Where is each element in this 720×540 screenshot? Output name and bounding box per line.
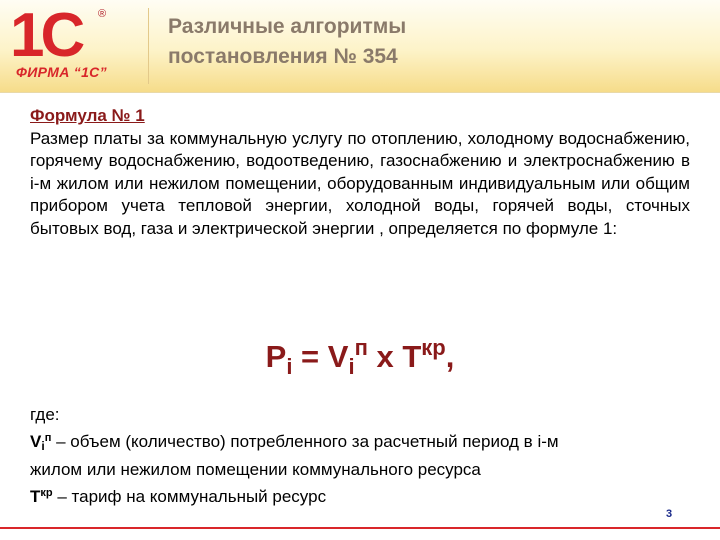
slide-title — [168, 12, 688, 72]
formula-v-superscript: п — [354, 335, 368, 360]
company-logo — [6, 1, 142, 86]
formula-p: P — [265, 339, 287, 374]
legend-t-superscript: кр — [40, 486, 53, 499]
page-number: 3 — [666, 508, 673, 520]
formula-comma: , — [445, 339, 455, 374]
legend-v-text-1: – объем (количество) потребленного за расчетный период в i-м — [51, 431, 559, 451]
slide-header — [0, 0, 720, 92]
formula-p-subscript: i — [286, 354, 293, 379]
logo-mark: 1С — [10, 1, 82, 70]
formula — [0, 335, 720, 380]
formula-v: V — [327, 339, 349, 374]
formula-legend — [30, 403, 690, 508]
formula-heading: Формула № 1 — [30, 106, 145, 125]
logo-company-name: ФИРМА “1С” — [16, 64, 107, 80]
body-paragraph: Размер платы за коммунальную услугу по отоплению, холодному водоснабжению, горячему водоснабжению, водоотведению, газоснабжению и электроснабжению в i-м жилом или нежилом помещении, оборудованным индивидуальным или общим прибором учета тепловой энергии, холодной воды, горячей воды, сточных бытовых вод, газа и электрической энергии , определяется по формуле 1: — [30, 128, 690, 238]
legend-where: где: — [30, 405, 60, 424]
legend-v-line-1 — [30, 427, 690, 459]
formula-equals: = — [292, 339, 328, 374]
formula-times: x — [367, 339, 403, 374]
formula-v-subscript: i — [348, 354, 355, 379]
legend-t-text: – тариф на коммунальный ресурс — [52, 486, 327, 506]
slide-title-line-2: постановления № 354 — [168, 45, 398, 68]
legend-t-line — [30, 482, 690, 509]
legend-v-symbol: V — [30, 431, 42, 451]
formula-t-superscript: кр — [421, 335, 446, 360]
legend-v-subscript: i — [41, 438, 45, 453]
footer-line — [0, 527, 720, 529]
slide-title-line-1: Различные алгоритмы — [168, 15, 407, 38]
header-bottom-line — [0, 92, 720, 93]
registered-mark: ® — [98, 8, 107, 20]
slide-body — [30, 105, 690, 240]
legend-t-symbol: T — [30, 486, 41, 506]
header-divider — [148, 8, 149, 84]
legend-v-line-2: жилом или нежилом помещении коммунального ресурса — [30, 460, 481, 479]
legend-v-superscript: п — [44, 431, 52, 444]
formula-t: T — [402, 339, 422, 374]
